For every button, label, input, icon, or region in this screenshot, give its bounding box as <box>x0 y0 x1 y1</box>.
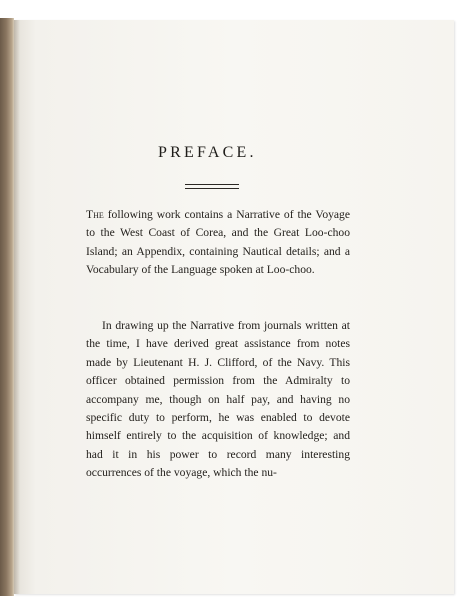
page-heading: PREFACE. <box>158 144 257 161</box>
book-page <box>14 20 454 594</box>
paragraph-2 <box>86 317 350 483</box>
book-spine <box>0 18 14 596</box>
paragraph-1-text: following work contains a Narrative of the Voyage to the West Coast of Corea, and the Great Loo-choo Island; an Appendix, containing Nautical details; and a Vocabulary of the Language spoken at Loo-choo. <box>86 208 350 277</box>
page-gutter-shadow <box>14 20 20 594</box>
paragraph-1-lead: The <box>86 208 104 221</box>
heading-rule <box>185 184 239 189</box>
paragraph-1 <box>86 206 350 280</box>
paragraph-2-text: In drawing up the Narrative from journals written at the time, I have derived great assistance from notes made by Lieutenant H. J. Clifford, of the Navy. This officer obtained permission from the Admiralty to accompany me, though on half pay, and having no specific duty to perform, he was enabled to devote himself entirely to the acquisition of knowledge; and had it in his power to record many interesting occurrences of the voyage, which the nu- <box>86 319 350 480</box>
